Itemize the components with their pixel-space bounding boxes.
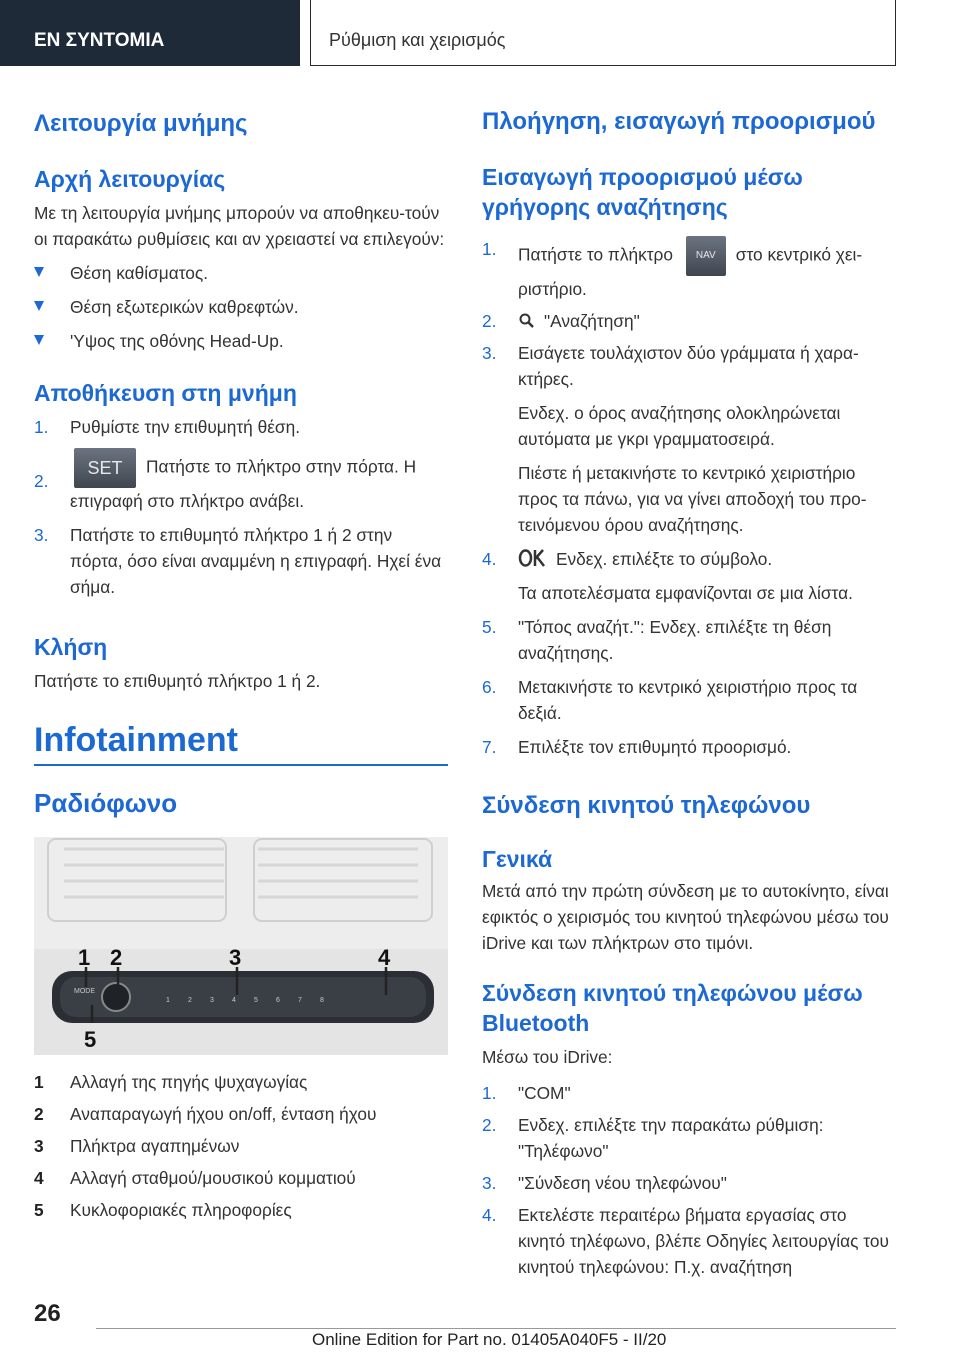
step-item: 1. Πατήστε το πλήκτρο NAV στο κεντρικό χει-ριστήριο. [482, 236, 896, 302]
infotainment-title: Infotainment [34, 721, 238, 759]
legend-item: 3 Πλήκτρα αγαπημένων [34, 1136, 240, 1156]
legend-item: 4 Αλλαγή σταθμού/μουσικού κομματιού [34, 1168, 356, 1188]
right-column [482, 100, 896, 1280]
nav-steps [482, 236, 896, 760]
step-item: 1. Ρυθμίστε την επιθυμητή θέση. [34, 417, 300, 437]
step-item: 3. "Σύνδεση νέου τηλεφώνου" [482, 1173, 727, 1193]
quick-search-title: Εισαγωγή προορισμού μέσω γρήγορης αναζήτησης [482, 164, 803, 220]
callout-3: 3 [229, 945, 242, 970]
step-item: 7. Επιλέξτε τον επιθυμητό προορισμό. [482, 737, 792, 757]
step-item: 3. Εισάγετε τουλάχιστον δύο γράμματα ή χαρα-κτήρες. [482, 343, 859, 389]
list-item: Θέση εξωτερικών καθρεφτών. [34, 294, 448, 320]
preset-label: 6 [276, 997, 280, 1004]
legend-item: 1 Αλλαγή της πηγής ψυχαγωγίας [34, 1072, 308, 1092]
principle-text: Με τη λειτουργία μνήμης μπορούν να αποθηκευ-τούν οι παρακάτω ρυθμίσεις και αν χρειαστεί να επιλεγούν: [34, 203, 445, 249]
step-item: 1. "COM" [482, 1083, 571, 1103]
preset-label: 2 [188, 997, 192, 1004]
header-section: ΕΝ ΣΥΝΤΟΜΙΑ [0, 0, 300, 66]
bluetooth-title: Σύνδεση κινητού τηλεφώνου μέσω Bluetooth [482, 980, 863, 1036]
recall-text: Πατήστε το επιθυμητό πλήκτρο 1 ή 2. [34, 671, 321, 691]
store-steps [34, 414, 448, 600]
triangle-bullet-icon [34, 335, 44, 345]
nav-title: Πλοήγηση, εισαγωγή προορισμού [482, 108, 876, 135]
step-item: 5. "Τόπος αναζήτ.": Ενδεχ. επιλέξτε τη θέση αναζήτησης. [482, 617, 832, 663]
title-divider [34, 764, 448, 766]
header-chapter: Ρύθμιση και χειρισμός [310, 0, 896, 66]
page-number: 26 [34, 1300, 61, 1327]
preset-label: 7 [298, 997, 302, 1004]
general-text: Μετά από την πρώτη σύνδεση με το αυτοκίνητο, είναι εφικτός ο χειρισμός του κινητού τηλεφώνου μέσω του iDrive και των πλήκτρων στο τιμόνι. [482, 881, 889, 953]
mode-label: MODE [74, 988, 95, 995]
list-item: 'Υψος της οθόνης Head-Up. [34, 328, 448, 354]
radio-title: Ραδιόφωνο [34, 788, 178, 818]
radio-panel-image [34, 837, 448, 1055]
store-title: Αποθήκευση στη μνήμη [34, 380, 297, 406]
bluetooth-intro: Μέσω του iDrive: [482, 1047, 613, 1067]
step-item: 2. SET Πατήστε το πλήκτρο στην πόρτα. Η επιγραφή στο πλήκτρο ανάβει. [34, 448, 448, 514]
step-item: 4. Ενδεχ. επιλέξτε το σύμβολο. [482, 549, 773, 569]
set-key-icon: SET [74, 448, 136, 488]
step-item: 4. Εκτελέστε περαιτέρω βήματα εργασίας στο κινητό τηλέφωνο, βλέπε Οδηγίες λειτουργίας του κινητού τηλεφώνου: Π.χ. αναζήτηση [482, 1205, 889, 1277]
step-item: 2. "Αναζήτηση" [482, 311, 640, 331]
bluetooth-steps [482, 1080, 896, 1280]
callout-2: 2 [110, 945, 123, 970]
step-note: Τα αποτελέσματα εμφανίζονται σε μια λίστα. [518, 583, 853, 603]
memory-title: Λειτουργία μνήμης [34, 110, 248, 137]
left-column [34, 100, 448, 1223]
preset-label: 1 [166, 997, 170, 1004]
legend-item: 5 Κυκλοφοριακές πληροφορίες [34, 1200, 292, 1220]
preset-label: 8 [320, 997, 324, 1004]
recall-title: Κλήση [34, 634, 108, 660]
callout-4: 4 [378, 945, 391, 970]
preset-label: 4 [232, 997, 236, 1004]
step-item: 2. Ενδεχ. επιλέξτε την παρακάτω ρύθμιση: "Τηλέφωνο" [482, 1115, 824, 1161]
callout-1: 1 [78, 945, 91, 970]
bullet-list [34, 260, 448, 354]
step-item: 6. Μετακινήστε το κεντρικό χειριστήριο προς τα δεξιά. [482, 677, 858, 723]
step-note: Πιέστε ή μετακινήστε το κεντρικό χειριστήριο προς τα πάνω, για να γίνει αποδοχή του προ-τεινόμενου όρου αναζήτησης. [518, 463, 867, 535]
step-note: Ενδεχ. ο όρος αναζήτησης ολοκληρώνεται αυτόματα με γκρι γραμματοσειρά. [518, 403, 841, 449]
legend-item: 2 Αναπαραγωγή ήχου on/off, ένταση ήχου [34, 1104, 377, 1124]
footer-divider [96, 1328, 896, 1329]
principle-title: Αρχή λειτουργίας [34, 166, 226, 192]
phone-title: Σύνδεση κινητού τηλεφώνου [482, 792, 811, 819]
preset-label: 5 [254, 997, 258, 1004]
legend-list [34, 1069, 448, 1223]
preset-label: 3 [210, 997, 214, 1004]
footer-edition: Online Edition for Part no. 01405A040F5 - II/20 [312, 1330, 667, 1349]
triangle-bullet-icon [34, 267, 44, 277]
ok-icon [518, 548, 548, 568]
step-item: 3. Πατήστε το επιθυμητό πλήκτρο 1 ή 2 στην πόρτα, όσο είναι αναμμένη η επιγραφή. Ηχεί ένα σήμα. [34, 525, 442, 597]
list-item: Θέση καθίσματος. [34, 260, 448, 286]
triangle-bullet-icon [34, 301, 44, 311]
callout-5: 5 [84, 1027, 97, 1052]
general-title: Γενικά [482, 846, 553, 872]
nav-key-icon: NAV [686, 236, 726, 276]
search-icon [518, 312, 536, 330]
